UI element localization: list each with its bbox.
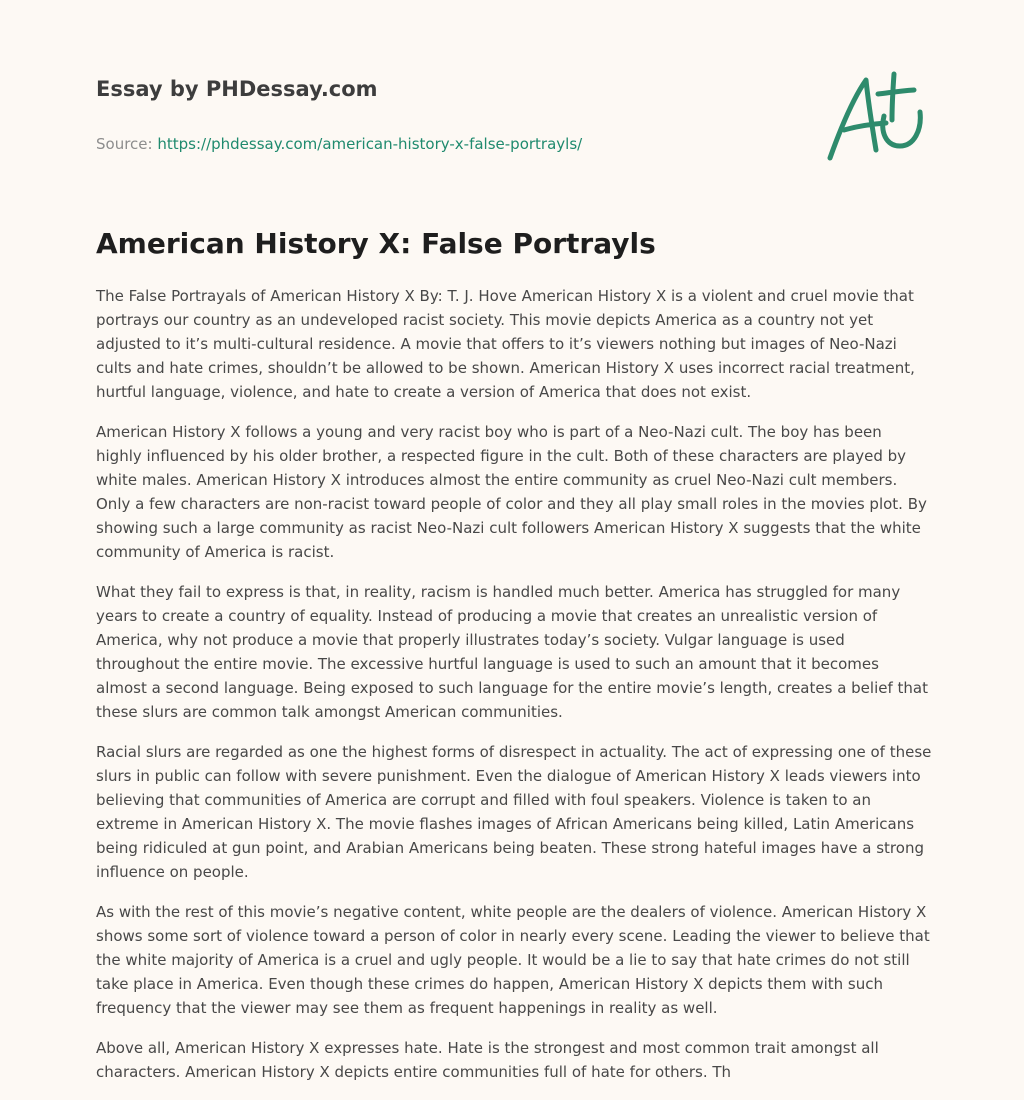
source-link[interactable]: https://phdessay.com/american-history-x-false-portrayls/ xyxy=(157,135,583,153)
paragraph: Racial slurs are regarded as one the highest forms of disrespect in actuality. The act of expressing one of these slurs in public can follow with severe punishment. Even the dialogue of American History X leads viewers into believing that communities of America are corrupt and filled with foul speakers. Violence is taken to an extreme in American History X. The movie flashes images of African Americans being killed, Latin Americans being ridiculed at gun point, and Arabian Americans being beaten. These strong hateful images have a strong influence on people. xyxy=(96,743,932,881)
source-label: Source: xyxy=(96,135,153,153)
paragraph: American History X follows a young and very racist boy who is part of a Neo-Nazi cult. The boy has been highly influenced by his older brother, a respected figure in the cult. Both of these characters are played by white males. American History X introduces almost the entire community as cruel Neo-Nazi cult members. Only a few characters are non-racist toward people of color and they all play small roles in the movies plot. By showing such a large community as racist Neo-Nazi cult followers American History X suggests that the white community of America is racist. xyxy=(96,423,927,561)
source-line xyxy=(96,134,796,154)
article-title: American History X: False Portrayls xyxy=(96,227,656,260)
article-body xyxy=(96,284,932,1100)
paragraph: The False Portrayals of American History X By: T. J. Hove American History X is a violent and cruel movie that portrays our country as an undeveloped racist society. This movie depicts America as a country not yet adjusted to it’s multi-cultural residence. A movie that offers to it’s viewers nothing but images of Neo-Nazi cults and hate crimes, shouldn’t be allowed to be shown. American History X uses incorrect racial treatment, hurtful language, violence, and hate to create a version of America that does not exist. xyxy=(96,287,915,401)
paragraph: Above all, American History X expresses hate. Hate is the strongest and most common trait amongst all characters. American History X depicts entire communities full of hate for others. Th xyxy=(96,1039,879,1081)
paragraph: As with the rest of this movie’s negative content, white people are the dealers of violence. American History X shows some sort of violence toward a person of color in nearly every scene. Leading the viewer to believe that the white majority of America is a cruel and ugly people. It would be a lie to say that hate crimes do not still take place in America. Even though these crimes do happen, American History X depicts them with such frequency that the viewer may see them as frequent happenings in reality as well. xyxy=(96,903,930,1017)
a-plus-logo-icon xyxy=(822,66,932,166)
paragraph: What they fail to express is that, in reality, racism is handled much better. America has struggled for many years to create a country of equality. Instead of producing a movie that creates an unrealistic version of America, why not produce a movie that properly illustrates today’s society. Vulgar language is used throughout the entire movie. The excessive hurtful language is used to such an amount that it becomes almost a second language. Being exposed to such language for the entire movie’s length, creates a belief that these slurs are common talk amongst American communities. xyxy=(96,583,928,721)
brand-title: Essay by PHDessay.com xyxy=(96,77,378,101)
essay-header xyxy=(96,74,796,154)
